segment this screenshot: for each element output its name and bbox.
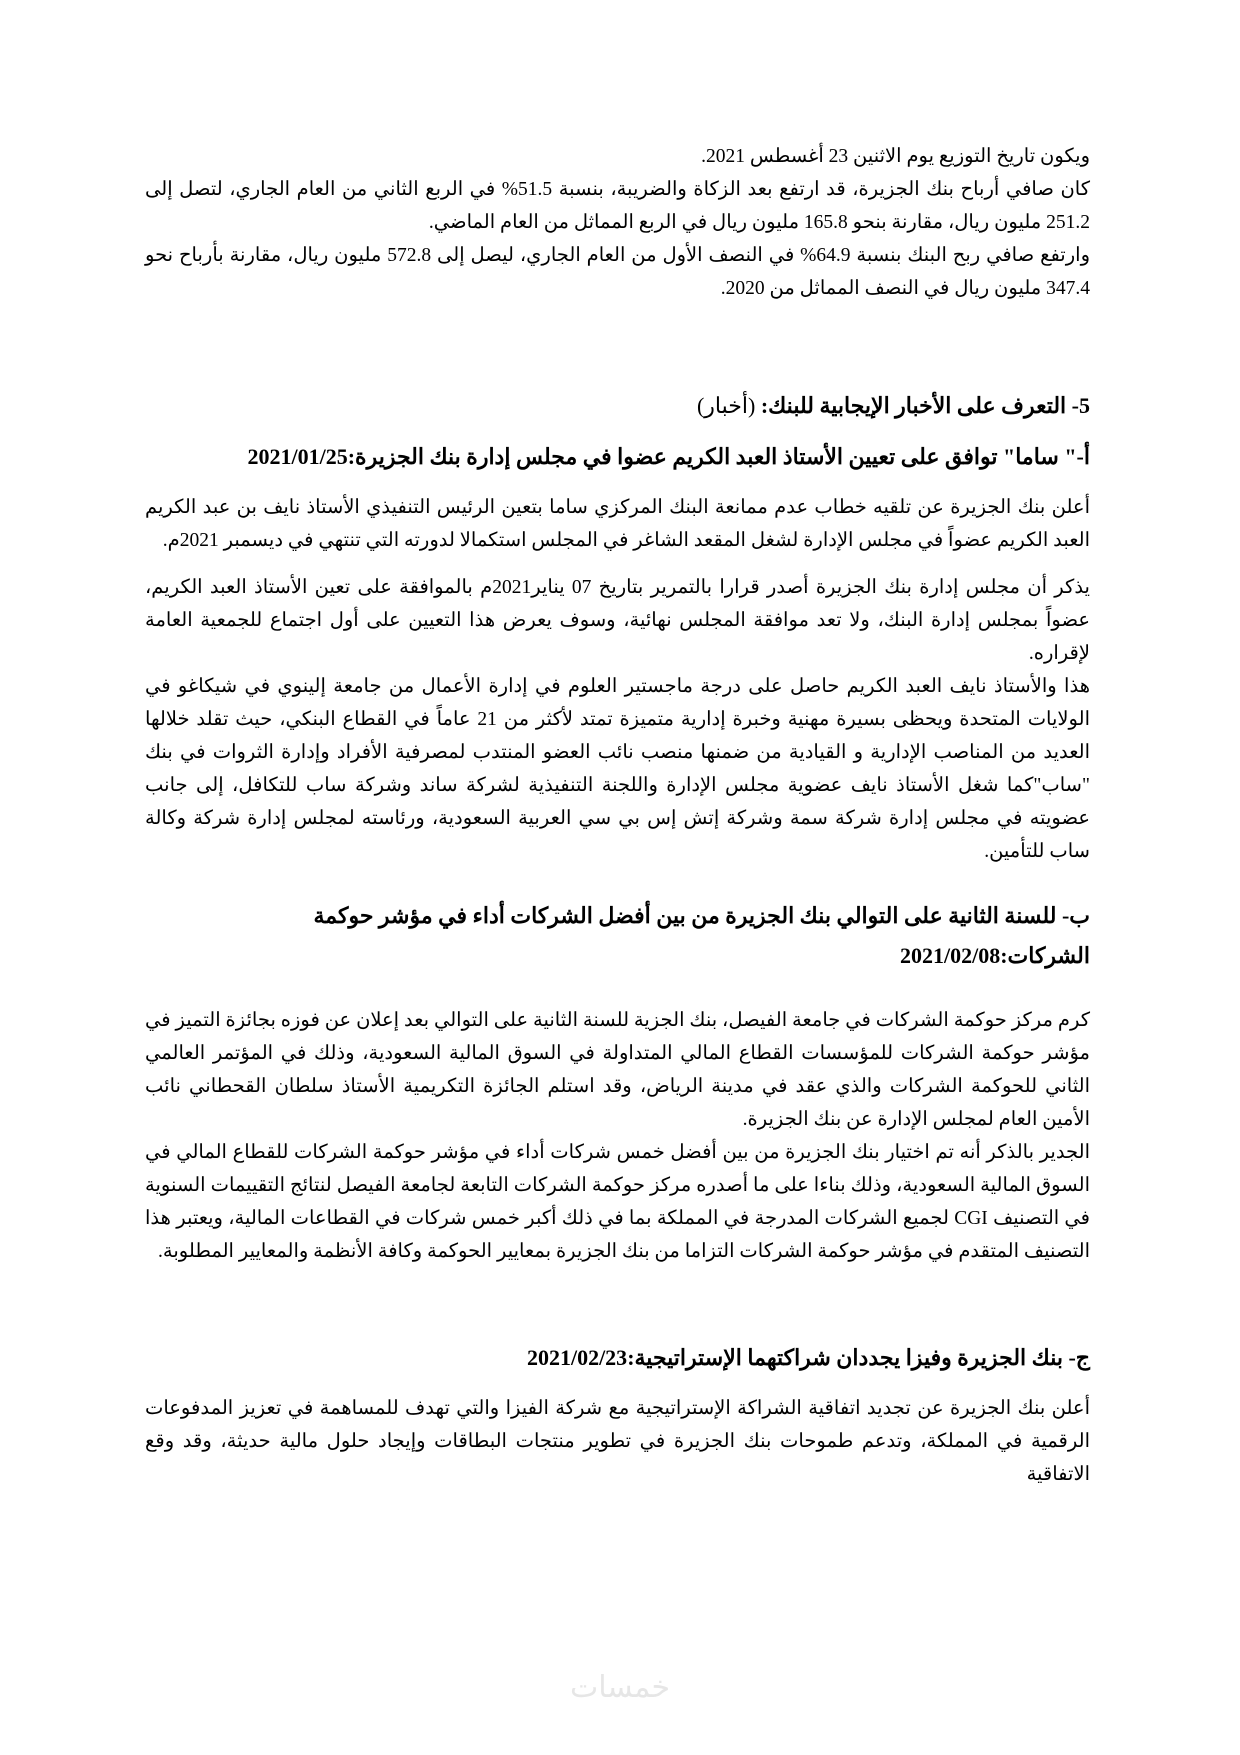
spacer [145, 423, 1090, 437]
watermark-logo: خمسات [569, 1670, 671, 1705]
intro-paragraph-1: ويكون تاريخ التوزيع يوم الاثنين 23 أغسطس 2021. [701, 146, 1090, 167]
spacer [145, 375, 1090, 389]
intro-paragraph-3: وارتفع صافي ربح البنك بنسبة 64.9% في النصف الأول من العام الجاري، ليصل إلى 572.8 مليون ريال، مقارنة بأرباح نحو 347.4 مليون ريال في النصف المماثل من 2020. [145, 245, 1090, 299]
news-c-paragraph-1: أعلن بنك الجزيرة عن تجديد اتفاقية الشراكة الإستراتيجية مع شركة الفيزا والتي تهدف للمساهمة في تعزيز المدفوعات الرقمية في المملكة، وتدعم طموحات بنك الجزيرة في تطوير منتجات البطاقات وإيجاد حلول مالية حديثة، وقد وقع الاتفاقية [145, 1398, 1090, 1485]
spacer [145, 305, 1090, 375]
document-page [145, 140, 1090, 1491]
section-note: (أخبار) [696, 393, 756, 418]
news-a-heading: أ-" ساما" توافق على تعيين الأستاذ العبد الكريم عضوا في مجلس إدارة بنك الجزيرة:2021/01/25 [247, 444, 1090, 469]
intro-paragraph-2: كان صافي أرباح بنك الجزيرة، قد ارتفع بعد الزكاة والضريبة، بنسبة 51.5% في الربع الثاني من العام الجاري، لتصل إلى 251.2 مليون ريال، مقارنة بنحو 165.8 مليون ريال في الربع المماثل من العام الماضي. [145, 179, 1090, 233]
spacer [145, 1378, 1090, 1392]
section-heading [145, 389, 1090, 423]
news-b-heading: ب- للسنة الثانية على التوالي بنك الجزيرة من بين أفضل الشركات أداء في مؤشر حوكمة الشركات:2021/02/08 [313, 903, 1090, 968]
news-a-paragraph-2: يذكر أن مجلس إدارة بنك الجزيرة أصدر قرارا بالتمرير بتاريخ 07 يناير2021م بالموافقة على تعين الأستاذ العبد الكريم، عضواً بمجلس إدارة البنك، ولا تعد موافقة المجلس نهائية، وسوف يعرض هذا التعيين على أول اجتماع للجمعية العامة لإقراره. [145, 577, 1090, 664]
news-c-heading: ج- بنك الجزيرة وفيزا يجددان شراكتهما الإستراتيجية:2021/02/23 [526, 1345, 1090, 1370]
spacer [145, 557, 1090, 571]
news-b-paragraph-2: الجدير بالذكر أنه تم اختيار بنك الجزيرة من بين أفضل خمس شركات أداء في مؤشر حوكمة الشركات للقطاع المالي في السوق المالية السعودية، وذلك بناءا على ما أصدره مركز حوكمة الشركات التابعة لجامعة الفيصل لنتائج التقييمات السنوية في التصنيف CGI لجميع الشركات المدرجة في المملكة بما في ذلك أكبر خمس شركات في القطاعات المالية، ويعتبر هذا التصنيف المتقدم في مؤشر حوكمة الشركات التزاما من بنك الجزيرة بمعايير الحوكمة وكافة الأنظمة والمعايير المطلوبة. [145, 1142, 1091, 1262]
spacer [145, 868, 1090, 896]
section-title: 5- التعرف على الأخبار الإيجابية للبنك: [760, 393, 1090, 418]
spacer [145, 477, 1090, 491]
news-a-paragraph-3: هذا والأستاذ نايف العبد الكريم حاصل على درجة ماجستير العلوم في إدارة الأعمال من جامعة إلينوي في شيكاغو في الولايات المتحدة ويحظى بسيرة مهنية وخبرة إدارية متميزة تمتد لأكثر من 21 عاماً في القطاع البنكي، حيث تقلد خلالها العديد من المناصب الإدارية و القيادية من ضمنها منصب نائب العضو المنتدب لمصرفية الأفراد وإدارة الثروات في بنك "ساب"كما شغل الأستاذ نايف عضوية مجلس الإدارة واللجنة التنفيذية لشركة ساند وشركة ساب للتكافل، إلى جانب عضويته في مجلس إدارة شركة سمة وشركة إتش إس بي سي العربية السعودية، ورئاسته لمجلس إدارة شركة وكالة ساب للتأمين. [145, 676, 1090, 862]
spacer [145, 1268, 1090, 1338]
news-b-paragraph-1: كرم مركز حوكمة الشركات في جامعة الفيصل، بنك الجزية للسنة الثانية على التوالي بعد إعلان عن فوزه بجائزة التميز في مؤشر حوكمة الشركات للمؤسسات القطاع المالي المتداولة في السوق المالية السعودية، وذلك في المؤتمر العالمي الثاني للحوكمة الشركات والذي عقد في مدينة الرياض، وقد استلم الجائزة التكريمية الأستاذ سلطان القحطاني نائب الأمين العام لمجلس الإدارة عن بنك الجزيرة. [145, 1010, 1090, 1130]
spacer [145, 976, 1090, 1004]
news-a-paragraph-1: أعلن بنك الجزيرة عن تلقيه خطاب عدم ممانعة البنك المركزي ساما بتعين الرئيس التنفيذي الأستاذ نايف بن عبد الكريم العبد الكريم عضواً في مجلس الإدارة لشغل المقعد الشاغر في المجلس استكمالا لدورته التي تنتهي في ديسمبر 2021م. [145, 497, 1090, 551]
